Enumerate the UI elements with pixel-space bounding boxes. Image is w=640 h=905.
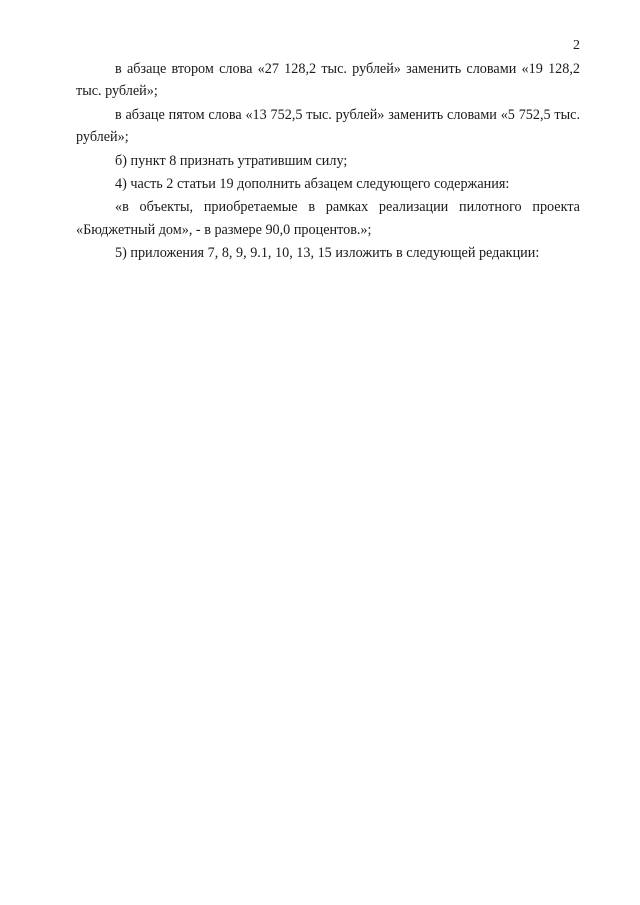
paragraph-pilot-project-quote: «в объекты, приобретаемые в рамках реализации пилотного проекта «Бюджетный дом», - в размере 90,0 процентов.»; bbox=[76, 199, 580, 238]
paragraph-item-8-void: б) пункт 8 признать утратившим силу; bbox=[115, 152, 348, 169]
page-number: 2 bbox=[573, 38, 580, 53]
paragraph-amend-second-abzac: в абзаце втором слова «27 128,2 тыс. рублей» заменить словами «19 128,2 тыс. рублей»; bbox=[76, 61, 580, 100]
paragraph-article-19-addition: 4) часть 2 статьи 19 дополнить абзацем следующего содержания: bbox=[115, 176, 510, 193]
paragraph-appendices-new-edition: 5) приложения 7, 8, 9, 9.1, 10, 13, 15 изложить в следующей редакции: bbox=[115, 245, 540, 262]
paragraph-amend-fifth-abzac: в абзаце пятом слова «13 752,5 тыс. рублей» заменить словами «5 752,5 тыс. рублей»; bbox=[76, 106, 580, 146]
document-body bbox=[76, 58, 580, 265]
